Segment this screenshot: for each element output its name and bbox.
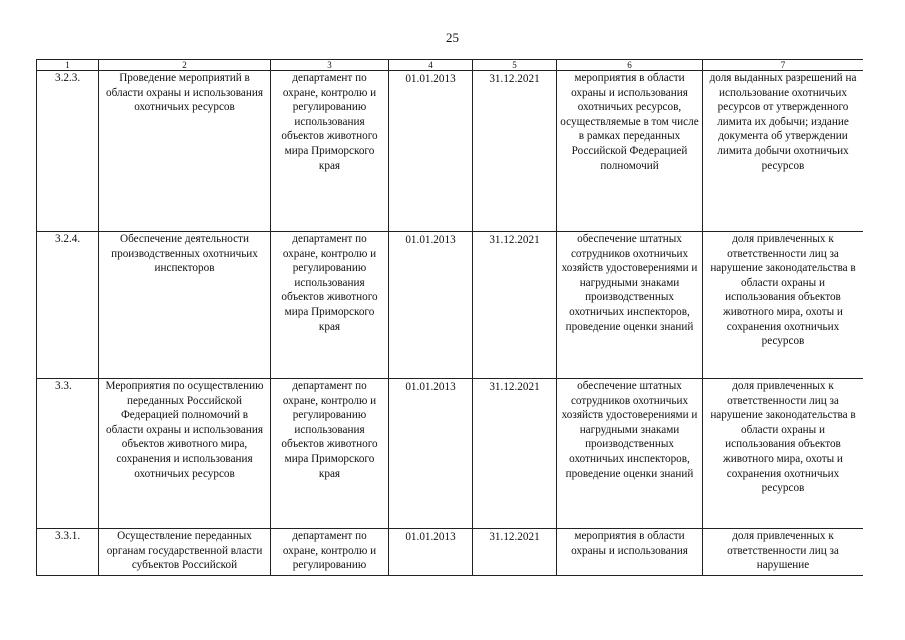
end-date: 31.12.2021 [473,71,557,232]
item-number: 3.2.3. [37,71,99,232]
responsible-executor: департамент по охране, контролю и регулированию использования объектов животного мира Приморского края [271,232,389,379]
responsible-executor: департамент по охране, контролю и регулированию [271,529,389,577]
column-header: 2 [99,60,271,71]
table-row [37,379,864,529]
measure-name: Осуществление переданных органам государственной власти субъектов Российской [99,529,271,577]
target-indicator: доля привлеченных к ответственности лиц за нарушение [703,529,864,577]
expected-result: обеспечение штатных сотрудников охотничьих хозяйств удостоверениями и нагрудными знаками производственных охотничьих инспекторов, проведение оценки знаний [557,379,703,529]
measures-table-container [36,59,863,576]
end-date: 31.12.2021 [473,529,557,577]
expected-result: мероприятия в области охраны и использования [557,529,703,577]
column-header: 7 [703,60,864,71]
target-indicator: доля выданных разрешений на использование охотничьих ресурсов от утвержденного лимита их добычи; издание документа об утверждении лимита добычи охотничьих ресурсов [703,71,864,232]
responsible-executor: департамент по охране, контролю и регулированию использования объектов животного мира Приморского края [271,379,389,529]
table-row [37,529,864,577]
column-header: 3 [271,60,389,71]
measure-name: Мероприятия по осуществлению переданных Российской Федерацией полномочий в области охраны и использования объектов животного мира, сохранения и использования охотничьих ресурсов [99,379,271,529]
end-date: 31.12.2021 [473,379,557,529]
target-indicator: доля привлеченных к ответственности лиц за нарушение законодательства в области охраны и использования объектов животного мира, охоты и сохранения охотничьих ресурсов [703,232,864,379]
column-header: 5 [473,60,557,71]
expected-result: обеспечение штатных сотрудников охотничьих хозяйств удостоверениями и нагрудными знаками производственных охотничьих инспекторов, проведение оценки знаний [557,232,703,379]
page-number: 25 [446,30,459,45]
column-header: 1 [37,60,99,71]
measure-name: Обеспечение деятельности производственных охотничьих инспекторов [99,232,271,379]
responsible-executor: департамент по охране, контролю и регулированию использования объектов животного мира Приморского края [271,71,389,232]
item-number: 3.3.1. [37,529,99,577]
start-date: 01.01.2013 [389,529,473,577]
start-date: 01.01.2013 [389,232,473,379]
column-number-row [37,60,864,71]
column-header: 6 [557,60,703,71]
end-date: 31.12.2021 [473,232,557,379]
expected-result: мероприятия в области охраны и использования охотничьих ресурсов, осуществляемые в том числе в рамках переданных Российской Федерацией полномочий [557,71,703,232]
table-row [37,71,864,232]
column-header: 4 [389,60,473,71]
item-number: 3.3. [37,379,99,529]
start-date: 01.01.2013 [389,379,473,529]
start-date: 01.01.2013 [389,71,473,232]
table-row [37,232,864,379]
item-number: 3.2.4. [37,232,99,379]
measure-name: Проведение мероприятий в области охраны и использования охотничьих ресурсов [99,71,271,232]
measures-table [36,59,863,576]
target-indicator: доля привлеченных к ответственности лиц за нарушение законодательства в области охраны и использования объектов животного мира, охоты и сохранения охотничьих ресурсов [703,379,864,529]
